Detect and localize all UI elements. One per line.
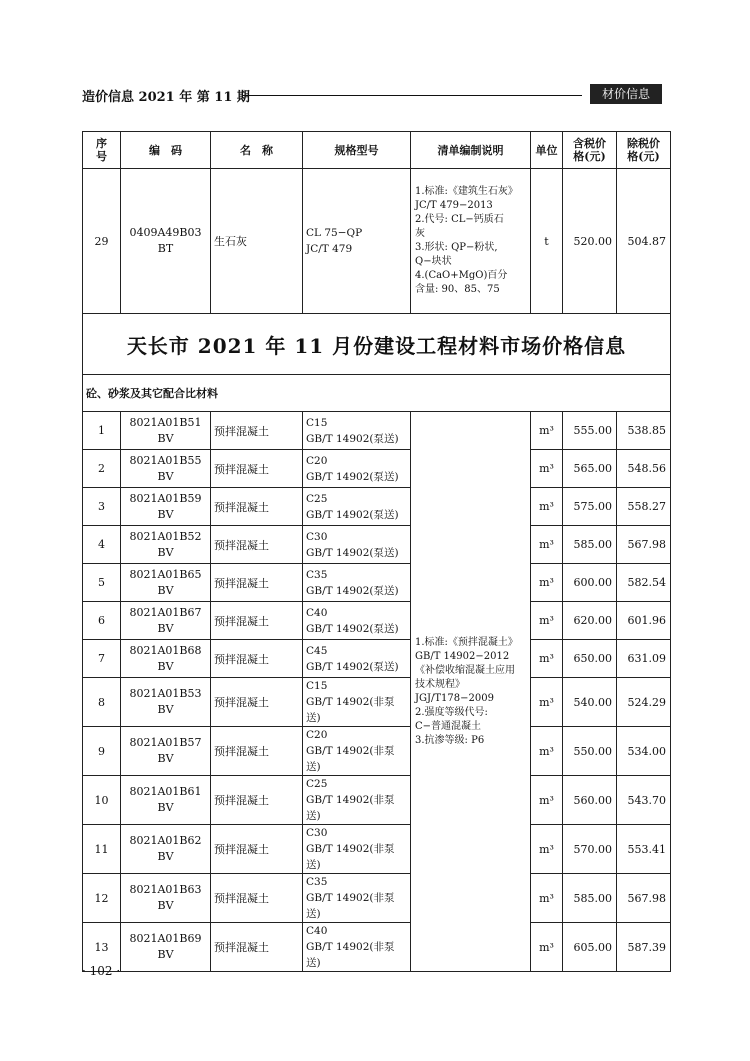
row-index: 3	[83, 488, 121, 526]
row-price-notax: 504.87	[617, 169, 671, 314]
row-name: 预拌混凝土	[211, 526, 303, 564]
row-index: 11	[83, 825, 121, 874]
table-row	[83, 450, 671, 488]
row-spec: C30 GB/T 14902(非泵送)	[303, 825, 411, 874]
row-name: 预拌混凝土	[211, 450, 303, 488]
row-code: 8021A01B53 BV	[121, 678, 211, 727]
col-price-tax-header: 含税价 格(元)	[563, 132, 617, 169]
row-index: 2	[83, 450, 121, 488]
row-index: 12	[83, 874, 121, 923]
row-price-notax: 558.27	[617, 488, 671, 526]
row-index: 9	[83, 727, 121, 776]
row-price-notax: 582.54	[617, 564, 671, 602]
row-name: 预拌混凝土	[211, 412, 303, 450]
row-spec: C40 GB/T 14902(非泵送)	[303, 923, 411, 972]
row-price-notax: 587.39	[617, 923, 671, 972]
row-spec: C15 GB/T 14902(非泵送)	[303, 678, 411, 727]
row-index: 1	[83, 412, 121, 450]
price-table	[82, 131, 671, 972]
row-index: 5	[83, 564, 121, 602]
col-name-header: 名 称	[211, 132, 303, 169]
row-spec: C20 GB/T 14902(非泵送)	[303, 727, 411, 776]
row-price-notax: 553.41	[617, 825, 671, 874]
row-name: 预拌混凝土	[211, 564, 303, 602]
row-price-tax: 585.00	[563, 874, 617, 923]
row-unit: m³	[531, 488, 563, 526]
row-price-tax: 555.00	[563, 412, 617, 450]
table-row	[83, 602, 671, 640]
table-row	[83, 488, 671, 526]
row-index: 6	[83, 602, 121, 640]
row-code: 0409A49B03 BT	[121, 169, 211, 314]
table-row	[83, 526, 671, 564]
table-title-row	[83, 314, 671, 375]
row-price-tax: 600.00	[563, 564, 617, 602]
row-price-notax: 567.98	[617, 874, 671, 923]
row-name: 预拌混凝土	[211, 602, 303, 640]
table-row	[83, 776, 671, 825]
section-row	[83, 375, 671, 412]
row-code: 8021A01B69 BV	[121, 923, 211, 972]
row-spec: C25 GB/T 14902(泵送)	[303, 488, 411, 526]
row-unit: m³	[531, 874, 563, 923]
row-name: 生石灰	[211, 169, 303, 314]
row-price-tax: 605.00	[563, 923, 617, 972]
table-row	[83, 640, 671, 678]
col-spec-header: 规格型号	[303, 132, 411, 169]
row-price-tax: 565.00	[563, 450, 617, 488]
page-header	[82, 84, 662, 106]
row-unit: m³	[531, 727, 563, 776]
row-name: 预拌混凝土	[211, 776, 303, 825]
market-price-title: 天长市 2021 年 11 月份建设工程材料市场价格信息	[83, 314, 671, 375]
row-name: 预拌混凝土	[211, 874, 303, 923]
row-code: 8021A01B59 BV	[121, 488, 211, 526]
row-price-tax: 520.00	[563, 169, 617, 314]
row-index: 29	[83, 169, 121, 314]
row-code: 8021A01B63 BV	[121, 874, 211, 923]
table-row	[83, 564, 671, 602]
row-unit: m³	[531, 923, 563, 972]
row-price-tax: 650.00	[563, 640, 617, 678]
row-code: 8021A01B52 BV	[121, 526, 211, 564]
row-price-tax: 620.00	[563, 602, 617, 640]
row-unit: m³	[531, 825, 563, 874]
row-unit: t	[531, 169, 563, 314]
row-name: 预拌混凝土	[211, 678, 303, 727]
row-name: 预拌混凝土	[211, 640, 303, 678]
row-index: 7	[83, 640, 121, 678]
row-price-tax: 540.00	[563, 678, 617, 727]
table-row	[83, 825, 671, 874]
row-price-notax: 548.56	[617, 450, 671, 488]
row-price-tax: 570.00	[563, 825, 617, 874]
row-price-tax: 585.00	[563, 526, 617, 564]
row-code: 8021A01B51 BV	[121, 412, 211, 450]
shared-desc: 1.标准:《预拌混凝土》 GB/T 14902−2012 《补偿收缩混凝土应用 技术规程》 JGJ/T178−2009 2.强度等级代号: C−普通混凝土 3.抗渗等级: P6	[411, 412, 531, 972]
row-code: 8021A01B67 BV	[121, 602, 211, 640]
row-spec: C15 GB/T 14902(泵送)	[303, 412, 411, 450]
table-row	[83, 678, 671, 727]
col-unit-header: 单位	[531, 132, 563, 169]
header-rule	[242, 95, 582, 96]
row-index: 10	[83, 776, 121, 825]
row-price-notax: 524.29	[617, 678, 671, 727]
row-price-notax: 567.98	[617, 526, 671, 564]
row-code: 8021A01B62 BV	[121, 825, 211, 874]
row-code: 8021A01B57 BV	[121, 727, 211, 776]
table-header-row	[83, 132, 671, 169]
row-name: 预拌混凝土	[211, 923, 303, 972]
row-unit: m³	[531, 602, 563, 640]
row-name: 预拌混凝土	[211, 825, 303, 874]
row-spec: CL 75−QP JC/T 479	[303, 169, 411, 314]
row-spec: C35 GB/T 14902(非泵送)	[303, 874, 411, 923]
row-unit: m³	[531, 776, 563, 825]
row-code: 8021A01B65 BV	[121, 564, 211, 602]
row-spec: C40 GB/T 14902(泵送)	[303, 602, 411, 640]
row-spec: C35 GB/T 14902(泵送)	[303, 564, 411, 602]
row-price-notax: 631.09	[617, 640, 671, 678]
table-row	[83, 727, 671, 776]
row-code: 8021A01B55 BV	[121, 450, 211, 488]
table-row	[83, 923, 671, 972]
table-row	[83, 412, 671, 450]
row-name: 预拌混凝土	[211, 488, 303, 526]
row-price-notax: 538.85	[617, 412, 671, 450]
row-price-notax: 534.00	[617, 727, 671, 776]
table-row	[83, 874, 671, 923]
journal-title: 造价信息 2021 年 第 11 期	[82, 90, 250, 105]
row-spec: C20 GB/T 14902(泵送)	[303, 450, 411, 488]
col-index-header: 序 号	[83, 132, 121, 169]
col-price-notax-header: 除税价 格(元)	[617, 132, 671, 169]
row-unit: m³	[531, 450, 563, 488]
row-price-tax: 575.00	[563, 488, 617, 526]
row-unit: m³	[531, 526, 563, 564]
row-spec: C45 GB/T 14902(泵送)	[303, 640, 411, 678]
row-unit: m³	[531, 640, 563, 678]
row-price-notax: 601.96	[617, 602, 671, 640]
row-unit: m³	[531, 564, 563, 602]
table-row	[83, 169, 671, 314]
row-price-tax: 560.00	[563, 776, 617, 825]
col-desc-header: 清单编制说明	[411, 132, 531, 169]
row-unit: m³	[531, 412, 563, 450]
row-price-notax: 543.70	[617, 776, 671, 825]
col-code-header: 编 码	[121, 132, 211, 169]
section-badge: 材价信息	[590, 84, 662, 104]
row-code: 8021A01B61 BV	[121, 776, 211, 825]
row-spec: C30 GB/T 14902(泵送)	[303, 526, 411, 564]
row-desc: 1.标准:《建筑生石灰》 JC/T 479−2013 2.代号: CL−钙质石 灰 3.形状: QP−粉状, Q−块状 4.(CaO+MgO)百分 含量: 90、85、75	[411, 169, 531, 314]
row-index: 4	[83, 526, 121, 564]
section-title: 砼、砂浆及其它配合比材料	[83, 375, 671, 412]
row-index: 13	[83, 923, 121, 972]
row-unit: m³	[531, 678, 563, 727]
row-name: 预拌混凝土	[211, 727, 303, 776]
page-number: · 102 ·	[82, 964, 121, 978]
row-spec: C25 GB/T 14902(非泵送)	[303, 776, 411, 825]
row-index: 8	[83, 678, 121, 727]
row-price-tax: 550.00	[563, 727, 617, 776]
row-code: 8021A01B68 BV	[121, 640, 211, 678]
